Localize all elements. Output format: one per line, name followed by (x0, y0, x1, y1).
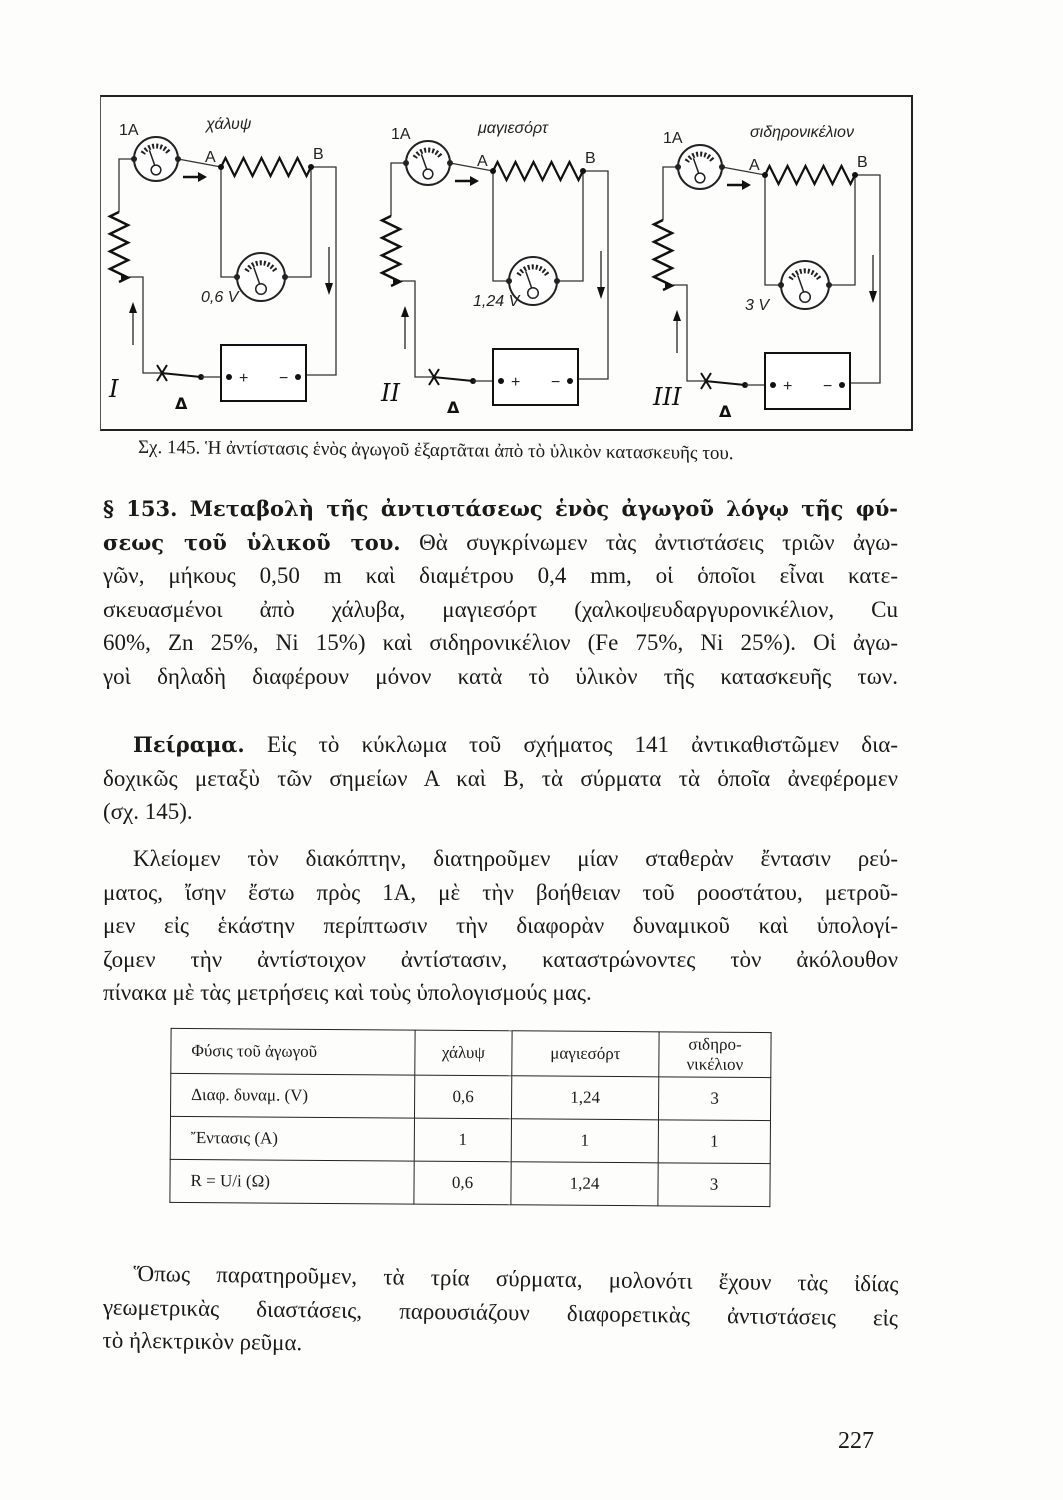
table-cell: 3 (658, 1163, 770, 1207)
table-cell: Ἔντασις (A) (170, 1116, 414, 1161)
terminal (282, 274, 288, 280)
rheostat-icon (382, 216, 400, 286)
wire (391, 163, 406, 216)
down-arrow-head (597, 287, 605, 299)
meter-pivot (423, 169, 433, 179)
terminal (839, 382, 845, 388)
figure-caption: Σχ. 145. Ἡ ἀντίστασις ἑνὸς ἀγωγοῦ ἐξαρτᾶται ἀπὸ τὸ ὑλικὸν κατασκευῆς του. (137, 436, 734, 465)
section-153 (103, 492, 898, 693)
table-header: Φύσις τοῦ ἀγωγοῦ (171, 1028, 415, 1075)
circuit-panel-1 (108, 116, 336, 413)
conclusion-paragraph (102, 1256, 898, 1368)
wire (493, 171, 509, 281)
up-arrow-head (401, 306, 409, 317)
point-a-label: A (749, 157, 760, 174)
battery-minus: − (551, 374, 561, 391)
point-b-label: B (313, 146, 324, 163)
terminal (770, 382, 776, 388)
terminal (852, 172, 858, 178)
terminal (308, 164, 314, 170)
test-wire-coil (493, 162, 583, 180)
table-cell: R = U/i (Ω) (170, 1159, 414, 1204)
terminal (554, 278, 560, 284)
terminal (234, 274, 240, 280)
test-wire-coil (221, 158, 311, 176)
battery-icon (221, 345, 306, 401)
table-row (170, 1159, 770, 1206)
meter-pivot (695, 173, 705, 183)
up-arrow-head (129, 302, 137, 313)
text-line: μεν εἰς ἑκάστην περίπτωσιν τὴν διαφορὰν δυναμικοῦ καὶ ὑπολογί- (103, 913, 898, 938)
terminal (218, 164, 224, 170)
up-arrow-head (673, 310, 681, 321)
terminal (567, 378, 573, 384)
point-a-label: A (205, 149, 216, 166)
current-label: 1A (391, 126, 411, 143)
test-wire-coil (765, 166, 855, 184)
terminal (675, 164, 681, 170)
table-header: μαγιεσόρτ (512, 1031, 659, 1077)
meter-pivot (528, 288, 539, 299)
meter-pivot (800, 292, 811, 303)
terminal (498, 378, 504, 384)
switch-icon (161, 373, 201, 377)
switch-label: Δ (175, 394, 188, 413)
terminal (447, 160, 453, 166)
down-arrow-head (325, 283, 333, 295)
text-line: δοχικῶς μεταξὺ τῶν σημείων Α καὶ Β, τὰ σύρματα τὰ ὁποῖα ἀνεφέρομεν (103, 765, 898, 791)
table-cell: Διαφ. δυναμ. (V) (171, 1073, 415, 1118)
table-cell: 3 (658, 1077, 770, 1121)
text-line: 60%, Zn 25%, Ni 15%) καὶ σιδηρονικέλιον (Fe 75%, Ni 25%). Οἱ ἀγω- (103, 630, 898, 655)
ammeter-icon (403, 141, 453, 185)
text-line: πίνακα μὲ τὰς μετρήσεις καὶ τοὺς ὑπολογισμούς μας. (103, 980, 592, 1005)
rheostat-icon (110, 212, 128, 282)
wire (829, 175, 855, 285)
text-line: Ὅπως παρατηροῦμεν, τὰ τρία σύρματα, μολονότι ἔχουν τὰς ἰδίας (133, 1260, 899, 1297)
circuit-diagrams (101, 97, 911, 429)
terminal (778, 282, 784, 288)
text-line: γοὶ δηλαδὴ διαφέρουν μόνον κατὰ τὸ ὑλικὸν τῆς κατασκευῆς των. (103, 663, 898, 689)
voltage-label: 1,24 V (473, 293, 520, 310)
table-cell: 1 (511, 1119, 658, 1163)
terminal (131, 156, 137, 162)
text-line: ζομεν τὴν ἀντίστοιχον ἀντίστασιν, καταστρώνοντες τὸν ἀκόλουθον (103, 946, 898, 972)
point-a-label: A (477, 153, 488, 170)
table-cell: 1 (658, 1120, 770, 1164)
table-header: χάλυψ (415, 1030, 512, 1076)
battery-minus: − (823, 378, 833, 395)
current-label: 1A (663, 130, 683, 147)
wire (285, 167, 311, 277)
meter-pivot (256, 284, 267, 295)
panel-numeral: II (381, 379, 400, 407)
text-line: γεωμετρικὰς διαστάσεις, παρουσιάζουν διαφορετικὰς ἀντιστάσεις εἰς (102, 1293, 899, 1331)
text-line: (σχ. 145). (103, 799, 193, 824)
page-number: 227 (838, 1428, 874, 1454)
terminal (580, 168, 586, 174)
switch-icon (433, 377, 473, 381)
text-line: Εἰς τὸ κύκλωμα τοῦ σχήματος 141 ἀντικαθιστῶμεν δια- (244, 732, 898, 757)
table-header-row (171, 1028, 771, 1077)
material-label: χάλυψ (206, 116, 252, 133)
voltage-label: 0,6 V (201, 289, 239, 306)
panel-numeral: I (109, 375, 119, 403)
header-line: σιδηρο- (688, 1034, 742, 1054)
switch-icon (705, 381, 745, 385)
header-line: νικέλιον (686, 1054, 744, 1074)
experiment-paragraph (103, 728, 898, 829)
wire (129, 277, 161, 373)
down-arrow-head (869, 291, 877, 303)
wire (663, 167, 678, 220)
terminal (175, 156, 181, 162)
table-header (659, 1032, 771, 1078)
experiment-label: Πείραμα. (133, 732, 245, 757)
procedure-paragraph (103, 842, 898, 1010)
battery-minus: − (279, 370, 289, 387)
battery-plus: + (511, 374, 521, 391)
panel-numeral: III (653, 383, 682, 411)
wire (119, 159, 134, 212)
circuit-figure (100, 95, 913, 431)
section-heading-cont: σεως τοῦ ὑλικοῦ του. (103, 529, 401, 555)
material-label: μαγιεσόρτ (478, 120, 548, 137)
section-heading: § 153. Μεταβολὴ τῆς ἀντιστάσεως ἑνὸς ἀγωγοῦ λόγῳ τῆς φύ- (103, 496, 898, 521)
voltage-label: 3 V (745, 297, 770, 314)
current-arrow-head (470, 176, 479, 186)
point-b-label: B (857, 154, 868, 171)
terminal (762, 172, 768, 178)
battery-icon (493, 349, 578, 405)
terminal (490, 168, 496, 174)
battery-plus: + (239, 370, 249, 387)
table-cell: 1 (414, 1118, 511, 1162)
battery-plus: + (783, 378, 793, 395)
circuit-panel-2 (380, 120, 608, 417)
table-cell: 0,6 (414, 1075, 511, 1119)
text-line: ματος, ἴσην ἔστω πρὸς 1Α, μὲ τὴν βοήθειαν τοῦ ροοστάτου, μετροῦ- (103, 879, 898, 905)
material-label: σιδηρονικέλιον (750, 124, 854, 141)
current-label: 1A (119, 122, 139, 139)
text-line: σκευασμένοι ἀπὸ χάλυβα, μαγιεσόρτ (χαλκοψευδαργυρονικέλιον, Cu (103, 596, 898, 622)
terminal (826, 282, 832, 288)
wire (221, 167, 237, 277)
terminal (295, 374, 301, 380)
table-cell: 0,6 (414, 1161, 511, 1205)
circuit-panel-3 (652, 124, 880, 421)
ammeter-icon (675, 145, 725, 189)
section-heading-line (103, 492, 898, 526)
text-line: τὸ ἠλεκτρικὸν ρεῦμα. (102, 1327, 303, 1356)
terminal (226, 374, 232, 380)
measurements-table (169, 1028, 771, 1207)
text-line: γῶν, μήκους 0,50 m καὶ διαμέτρου 0,4 mm, οἱ ὁποῖοι εἶναι κατε- (103, 563, 898, 588)
wire (673, 285, 705, 381)
voltmeter-icon (778, 261, 832, 309)
voltmeter-icon (234, 253, 288, 301)
text-line: Κλείομεν τὸν διακόπτην, διατηροῦμεν μίαν σταθερὰν ἔντασιν ρεύ- (133, 846, 898, 871)
ammeter-icon (131, 137, 181, 181)
current-arrow-head (198, 172, 207, 182)
switch-label: Δ (447, 398, 460, 417)
switch-label: Δ (719, 402, 732, 421)
wire (765, 175, 781, 285)
wire (557, 171, 583, 281)
table-row (171, 1073, 771, 1120)
point-b-label: B (585, 150, 596, 167)
text-line: Θὰ συγκρίνωμεν τὰς ἀντιστάσεις τριῶν ἀγω- (400, 529, 899, 555)
terminal (719, 164, 725, 170)
current-arrow-head (742, 180, 751, 190)
wire (401, 281, 433, 377)
table-row (170, 1116, 770, 1163)
meter-pivot (151, 165, 161, 175)
table-cell: 1,24 (511, 1162, 658, 1206)
rheostat-icon (654, 220, 672, 290)
terminal (403, 160, 409, 166)
battery-icon (765, 353, 850, 409)
terminal (506, 278, 512, 284)
table-cell: 1,24 (511, 1076, 658, 1120)
